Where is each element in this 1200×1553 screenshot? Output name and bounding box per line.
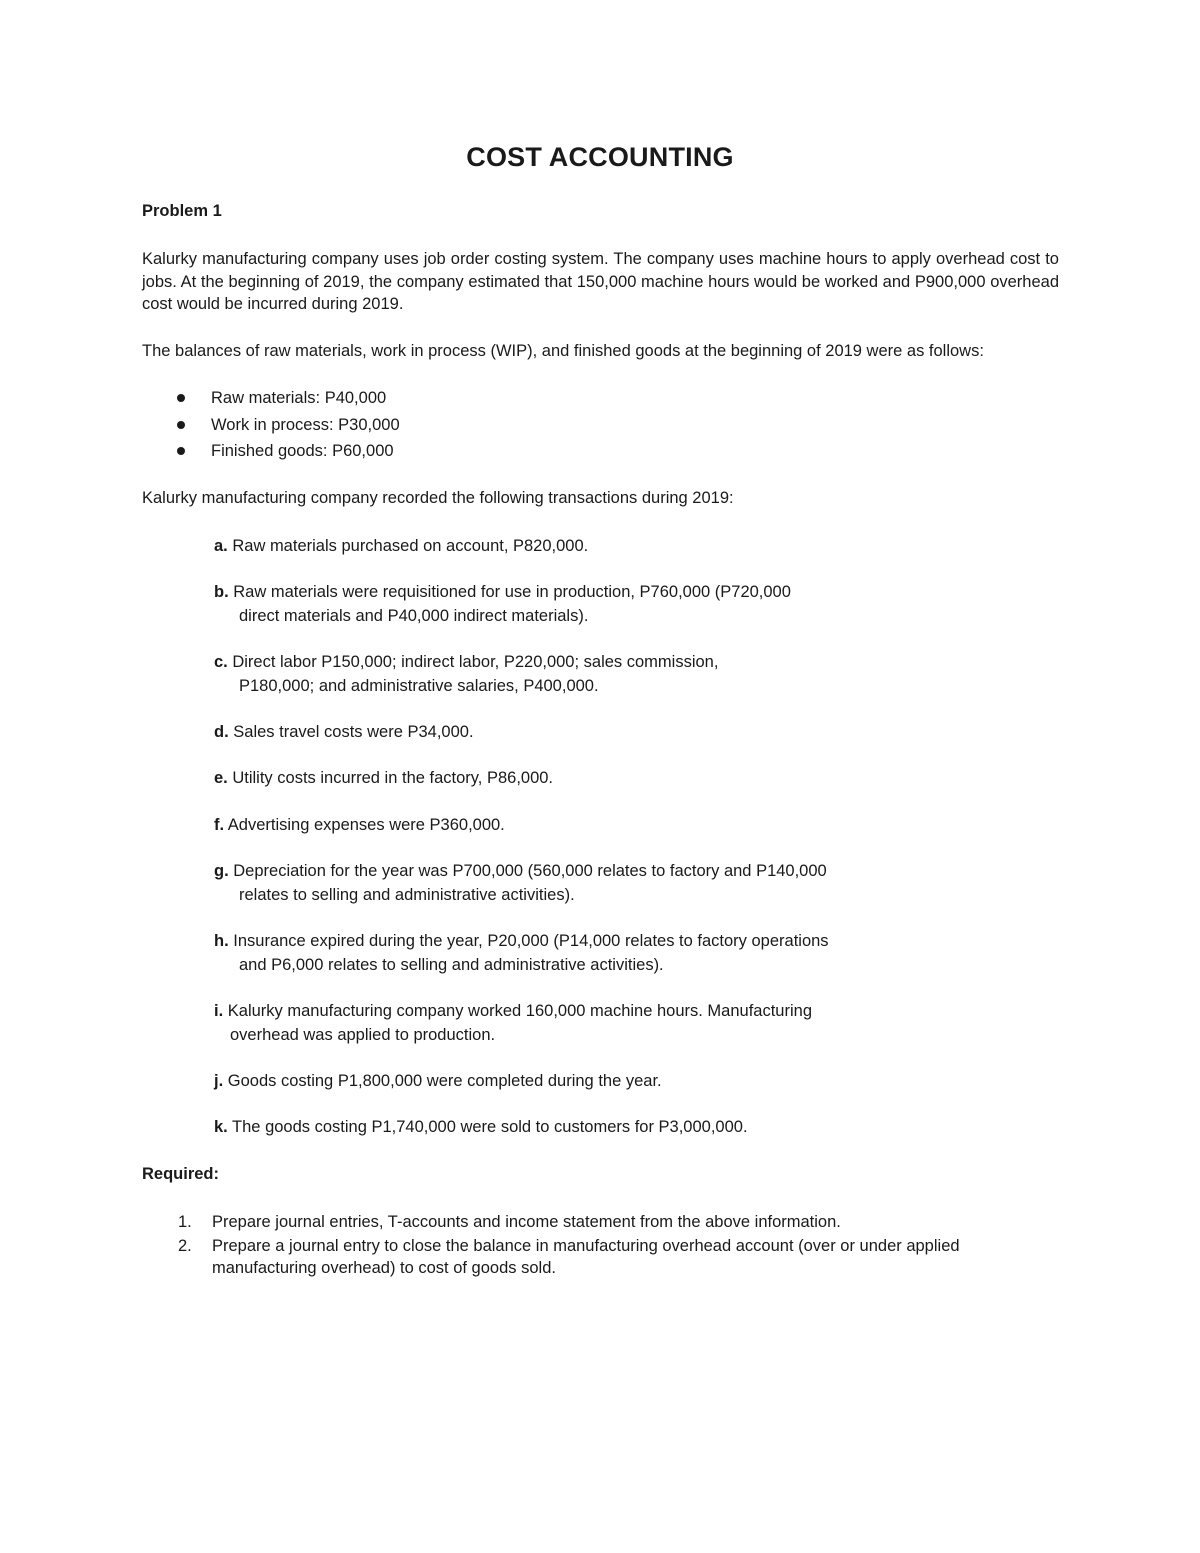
- transaction-letter: d.: [214, 723, 229, 741]
- balances-list: [142, 387, 400, 467]
- transaction-letter: b.: [214, 583, 229, 601]
- list-item: [142, 387, 400, 414]
- transaction-letter: i.: [214, 1002, 224, 1020]
- transaction-text: The goods costing P1,740,000 were sold to customers for P3,000,000.: [227, 1118, 748, 1136]
- transactions-paragraph: Kalurky manufacturing company recorded the following transactions during 2019:: [142, 489, 734, 507]
- transaction-text: Kalurky manufacturing company worked 160,000 machine hours. Manufacturing: [223, 1002, 812, 1020]
- list-number: 1.: [178, 1213, 192, 1231]
- transaction-text: Goods costing P1,800,000 were completed during the year.: [223, 1072, 662, 1090]
- transaction-text-continued: and P6,000 relates to selling and administrative activities).: [239, 955, 664, 974]
- transaction-text: Depreciation for the year was P700,000 (560,000 relates to factory and P140,000: [228, 862, 827, 880]
- bullet-icon: [177, 447, 185, 455]
- transaction-text-continued: relates to selling and administrative activities).: [239, 885, 575, 904]
- required-heading: Required:: [142, 1165, 220, 1183]
- transaction-i: [214, 1000, 812, 1047]
- list-item: [142, 1235, 1042, 1279]
- transaction-text-continued: P180,000; and administrative salaries, P400,000.: [239, 676, 599, 695]
- transaction-letter: c.: [214, 653, 228, 671]
- transaction-text: Raw materials purchased on account, P820,000.: [227, 537, 589, 555]
- transaction-text: Insurance expired during the year, P20,000 (P14,000 relates to factory operations: [228, 932, 829, 950]
- transaction-d: [214, 721, 474, 745]
- transaction-c: [214, 651, 718, 698]
- transaction-a: [214, 535, 588, 559]
- balances-paragraph: The balances of raw materials, work in process (WIP), and finished goods at the beginning of 2019 were as follows:: [142, 342, 984, 360]
- transaction-text-continued: overhead was applied to production.: [230, 1025, 496, 1044]
- document-title: COST ACCOUNTING: [466, 142, 734, 172]
- transaction-letter: g.: [214, 862, 229, 880]
- transaction-b: [214, 581, 791, 628]
- transaction-text: Sales travel costs were P34,000.: [228, 723, 474, 741]
- balance-text: Work in process: P30,000: [211, 415, 400, 434]
- transaction-letter: e.: [214, 769, 228, 787]
- transaction-letter: h.: [214, 932, 229, 950]
- list-item: [142, 440, 400, 467]
- transaction-letter: k.: [214, 1118, 228, 1136]
- balance-text: Raw materials: P40,000: [211, 389, 387, 407]
- transaction-text-continued: direct materials and P40,000 indirect materials).: [239, 606, 589, 625]
- transaction-e: [214, 767, 553, 791]
- transaction-j: [214, 1070, 662, 1094]
- transaction-letter: a.: [214, 537, 228, 555]
- transaction-h: [214, 930, 829, 977]
- balance-text: Finished goods: P60,000: [211, 442, 394, 460]
- transaction-text: Raw materials were requisitioned for use in production, P760,000 (P720,000: [228, 583, 791, 601]
- intro-paragraph: Kalurky manufacturing company uses job order costing system. The company uses machine hours to apply overhead cost to jobs. At the beginning of 2019, the company estimated that 150,000 machine hours would be worked and P900,000 overhead cost would be incurred during 2019.: [142, 250, 1059, 313]
- bullet-icon: [177, 421, 185, 429]
- list-item: [142, 1211, 1042, 1233]
- transaction-f: [214, 814, 505, 838]
- transaction-text: Direct labor P150,000; indirect labor, P220,000; sales commission,: [227, 653, 719, 671]
- problem-heading: Problem 1: [142, 202, 222, 220]
- required-text: Prepare journal entries, T-accounts and income statement from the above information.: [212, 1213, 841, 1231]
- transaction-text: Utility costs incurred in the factory, P86,000.: [227, 769, 554, 787]
- transaction-text: Advertising expenses were P360,000.: [224, 816, 505, 834]
- transaction-k: [214, 1116, 748, 1140]
- required-text: Prepare a journal entry to close the balance in manufacturing overhead account (over or under applied manufacturing overhead) to cost of goods sold.: [212, 1237, 960, 1277]
- transaction-g: [214, 860, 827, 907]
- list-number: 2.: [178, 1237, 192, 1255]
- transaction-letter: j.: [214, 1072, 224, 1090]
- bullet-icon: [177, 394, 185, 402]
- transaction-letter: f.: [214, 816, 225, 834]
- list-item: [142, 414, 400, 441]
- required-list: [142, 1211, 1042, 1281]
